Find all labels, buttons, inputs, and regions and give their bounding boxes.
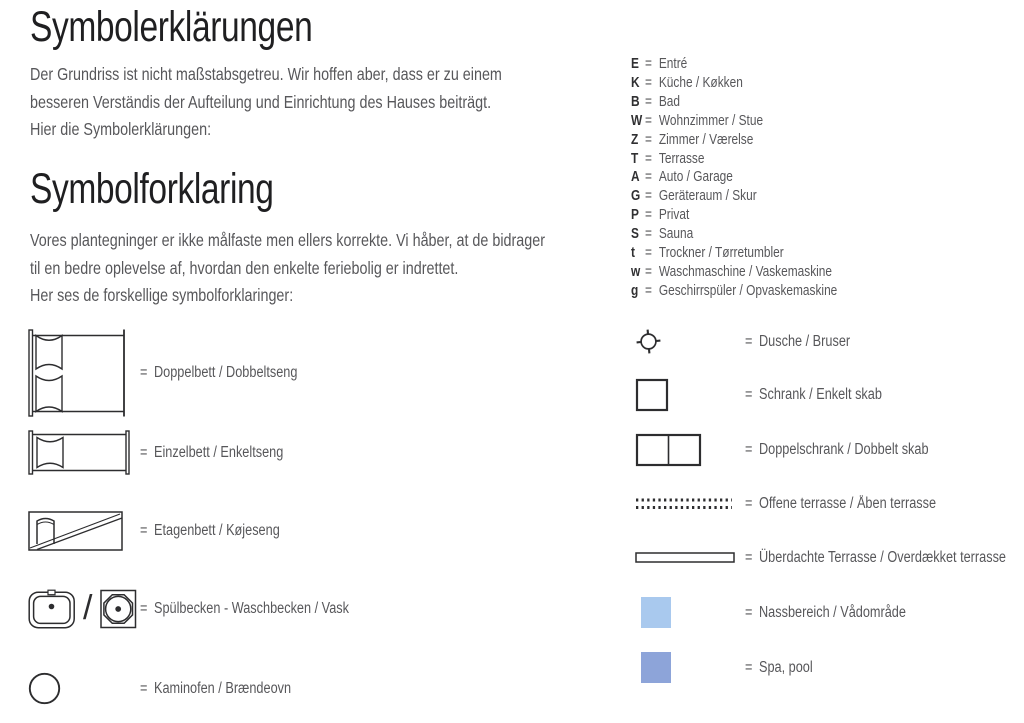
german-intro-line: Hier die Symbolerklärungen: <box>30 119 212 139</box>
single-bed-icon <box>28 430 131 475</box>
room-code-row: W = Wohnzimmer / Stue <box>631 112 764 129</box>
room-code-row: S = Sauna <box>631 226 694 243</box>
danish-intro <box>30 227 658 310</box>
single-cabinet-icon <box>635 378 669 412</box>
wet-area-swatch <box>641 597 671 628</box>
legend-row-open-terrace <box>635 495 937 512</box>
legend-label: = Spa, pool <box>745 658 813 676</box>
slash-separator: / <box>83 588 93 627</box>
bunk-bed-icon <box>28 511 123 551</box>
legend-label: = Einzelbett / Enkeltseng <box>140 443 284 461</box>
double-bed-icon <box>28 329 128 417</box>
room-code-row: w = Waschmaschine / Vaskemaskine <box>631 263 833 280</box>
legend-row-shower <box>635 328 851 355</box>
legend-row-stove <box>28 672 292 705</box>
room-code-row: K = Küche / Køkken <box>631 74 743 91</box>
room-code-list <box>631 55 883 301</box>
legend-label: = Schrank / Enkelt skab <box>745 386 882 403</box>
room-code-row: g = Geschirrspüler / Opvaskemaskine <box>631 282 838 299</box>
danish-title: Symbolforklaring <box>30 165 274 213</box>
room-code-row: A = Auto / Garage <box>631 169 733 186</box>
room-code-row: B = Bad <box>631 93 681 110</box>
legend-label: = Kaminofen / Brændeovn <box>140 679 292 697</box>
legend-label: = Überdachte Terrasse / Overdækket terrasse <box>745 548 1007 566</box>
shower-icon <box>635 328 662 355</box>
room-code-row: t = Trockner / Tørretumbler <box>631 245 784 262</box>
danish-intro-line: Her ses de forskellige symbolforklaringer: <box>30 285 294 305</box>
wood-stove-icon <box>28 672 61 705</box>
legend-row-single-cabinet <box>635 378 882 412</box>
room-code-row: Z = Zimmer / Værelse <box>631 131 754 148</box>
room-code-row: E = Entré <box>631 56 688 72</box>
legend-row-single-bed <box>28 430 284 475</box>
legend-row-double-bed <box>28 329 298 417</box>
legend-label: = Spülbecken - Waschbecken / Vask <box>140 600 349 617</box>
covered-terrace-icon <box>635 552 735 563</box>
legend-row-wet-area <box>635 597 906 628</box>
legend-row-sink <box>28 585 349 633</box>
legend-label: = Offene terrasse / Åben terrasse <box>745 495 937 512</box>
german-title: Symbolerklärungen <box>30 3 313 51</box>
double-cabinet-icon <box>635 433 702 467</box>
sink-washbasin-icon <box>28 589 76 630</box>
open-terrace-icon <box>635 497 733 511</box>
legend-row-covered-terrace <box>635 548 1007 566</box>
german-intro-line: besseren Verständis der Aufteilung und Einrichtung des Hauses beiträgt. <box>30 91 492 112</box>
danish-intro-line: Vores plantegninger er ikke målfaste men ellers korrekte. Vi håber, at de bidrager <box>30 230 546 250</box>
legend-label: = Dusche / Bruser <box>745 332 851 350</box>
legend-label: = Nassbereich / Vådområde <box>745 603 906 621</box>
round-washbasin-icon <box>99 587 138 631</box>
legend-row-bunk-bed <box>28 511 280 551</box>
german-intro <box>30 61 605 144</box>
legend-label: = Doppelbett / Dobbeltseng <box>140 364 298 381</box>
legend-row-double-cabinet <box>635 433 929 467</box>
danish-intro-line: til en bedre oplevelse af, hvordan den enkelte feriebolig er indrettet. <box>30 257 459 278</box>
legend-label: = Doppelschrank / Dobbelt skab <box>745 441 929 458</box>
room-code-row: T = Terrasse <box>631 150 705 167</box>
legend-row-spa-pool <box>635 652 813 683</box>
spa-pool-swatch <box>641 652 671 683</box>
room-code-row: G = Geräteraum / Skur <box>631 188 757 205</box>
german-intro-line: Der Grundriss ist nicht maßstabsgetreu. Wir hoffen aber, dass er zu einem <box>30 64 502 84</box>
room-code-row: P = Privat <box>631 207 690 224</box>
legend-label: = Etagenbett / Køjeseng <box>140 522 280 539</box>
